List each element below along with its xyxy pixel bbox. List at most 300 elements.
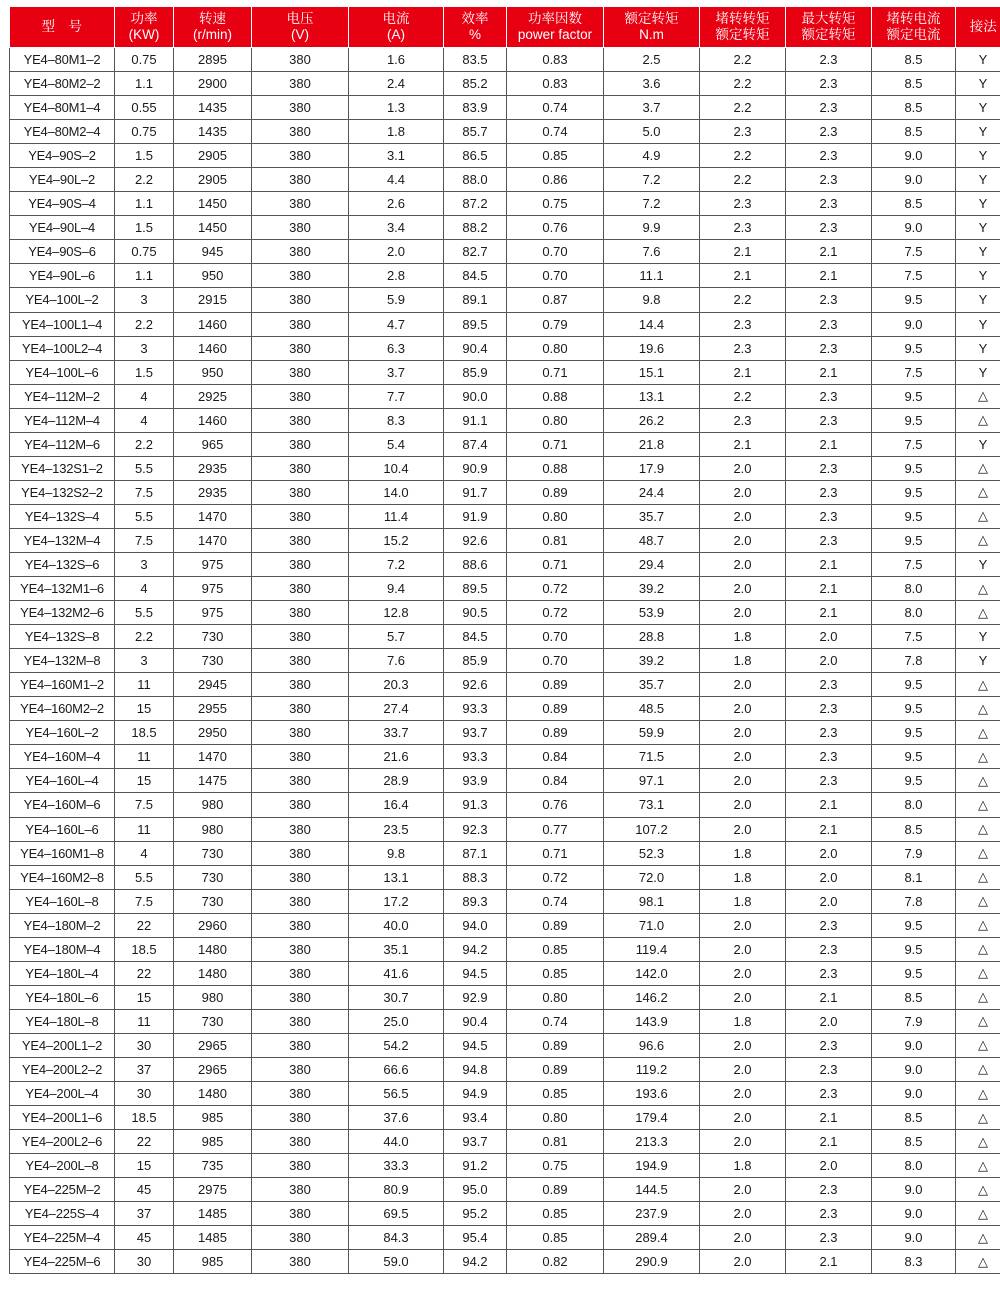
cell-locked-rotor-current-ratio: 8.3: [872, 1250, 956, 1274]
cell-power-factor: 0.70: [507, 625, 604, 649]
table-row: [10, 1009, 1000, 1033]
cell-speed: 985: [174, 1250, 252, 1274]
header-row: [10, 7, 1000, 48]
cell-rated-torque: 24.4: [604, 480, 700, 504]
cell-efficiency: 89.5: [444, 577, 507, 601]
cell-max-torque-ratio: 2.3: [786, 1082, 872, 1106]
cell-power-factor: 0.80: [507, 408, 604, 432]
cell-rated-torque: 3.7: [604, 96, 700, 120]
cell-rated-torque: 15.1: [604, 360, 700, 384]
cell-model: YE4–80M1–4: [10, 96, 115, 120]
cell-speed: 985: [174, 1106, 252, 1130]
cell-max-torque-ratio: 2.3: [786, 288, 872, 312]
cell-rated-torque: 193.6: [604, 1082, 700, 1106]
cell-power: 18.5: [115, 721, 174, 745]
cell-power: 15: [115, 1154, 174, 1178]
cell-max-torque-ratio: 2.3: [786, 144, 872, 168]
cell-connection: △: [956, 961, 1000, 985]
cell-model: YE4–225M–6: [10, 1250, 115, 1274]
cell-model: YE4–100L–6: [10, 360, 115, 384]
cell-efficiency: 94.2: [444, 937, 507, 961]
cell-power-factor: 0.85: [507, 144, 604, 168]
table-row: [10, 168, 1000, 192]
cell-max-torque-ratio: 2.1: [786, 360, 872, 384]
cell-locked-rotor-torque-ratio: 2.2: [700, 96, 786, 120]
cell-max-torque-ratio: 2.1: [786, 601, 872, 625]
cell-max-torque-ratio: 2.3: [786, 1057, 872, 1081]
cell-max-torque-ratio: 2.3: [786, 1202, 872, 1226]
cell-model: YE4–132M–4: [10, 528, 115, 552]
header-locked-rotor-current-ratio: 堵转电流 额定电流: [872, 7, 956, 48]
cell-locked-rotor-torque-ratio: 2.2: [700, 144, 786, 168]
table-row: [10, 769, 1000, 793]
cell-voltage: 380: [252, 552, 349, 576]
cell-power-factor: 0.76: [507, 793, 604, 817]
cell-power-factor: 0.84: [507, 745, 604, 769]
cell-connection: Y: [956, 48, 1000, 72]
cell-speed: 1460: [174, 336, 252, 360]
cell-rated-torque: 71.5: [604, 745, 700, 769]
cell-model: YE4–200L2–2: [10, 1057, 115, 1081]
cell-rated-torque: 142.0: [604, 961, 700, 985]
table-body: [10, 48, 1000, 1274]
cell-power: 18.5: [115, 937, 174, 961]
cell-speed: 1450: [174, 192, 252, 216]
cell-current: 7.6: [349, 649, 444, 673]
cell-locked-rotor-current-ratio: 9.5: [872, 384, 956, 408]
cell-power-factor: 0.76: [507, 216, 604, 240]
cell-speed: 1450: [174, 216, 252, 240]
table-row: [10, 601, 1000, 625]
table-row: [10, 336, 1000, 360]
cell-connection: Y: [956, 96, 1000, 120]
cell-rated-torque: 29.4: [604, 552, 700, 576]
cell-locked-rotor-torque-ratio: 2.2: [700, 168, 786, 192]
cell-efficiency: 90.0: [444, 384, 507, 408]
cell-model: YE4–200L1–2: [10, 1033, 115, 1057]
cell-connection: △: [956, 1130, 1000, 1154]
cell-speed: 2900: [174, 72, 252, 96]
cell-locked-rotor-torque-ratio: 2.2: [700, 72, 786, 96]
cell-connection: △: [956, 601, 1000, 625]
cell-locked-rotor-torque-ratio: 2.3: [700, 336, 786, 360]
cell-rated-torque: 5.0: [604, 120, 700, 144]
cell-rated-torque: 72.0: [604, 865, 700, 889]
cell-model: YE4–132M2–6: [10, 601, 115, 625]
cell-locked-rotor-current-ratio: 9.0: [872, 1202, 956, 1226]
cell-efficiency: 88.3: [444, 865, 507, 889]
cell-speed: 2905: [174, 144, 252, 168]
cell-voltage: 380: [252, 504, 349, 528]
table-row: [10, 72, 1000, 96]
cell-model: YE4–90L–6: [10, 264, 115, 288]
cell-efficiency: 85.9: [444, 360, 507, 384]
cell-current: 5.9: [349, 288, 444, 312]
cell-connection: △: [956, 408, 1000, 432]
cell-locked-rotor-torque-ratio: 2.0: [700, 793, 786, 817]
cell-power-factor: 0.81: [507, 1130, 604, 1154]
cell-speed: 2935: [174, 456, 252, 480]
cell-locked-rotor-current-ratio: 8.5: [872, 96, 956, 120]
cell-efficiency: 83.9: [444, 96, 507, 120]
cell-power: 11: [115, 673, 174, 697]
table-row: [10, 889, 1000, 913]
cell-current: 25.0: [349, 1009, 444, 1033]
cell-voltage: 380: [252, 1202, 349, 1226]
cell-connection: Y: [956, 552, 1000, 576]
cell-speed: 945: [174, 240, 252, 264]
cell-locked-rotor-current-ratio: 9.0: [872, 312, 956, 336]
cell-model: YE4–132S–6: [10, 552, 115, 576]
cell-max-torque-ratio: 2.0: [786, 1154, 872, 1178]
table-row: [10, 745, 1000, 769]
cell-efficiency: 84.5: [444, 625, 507, 649]
cell-current: 69.5: [349, 1202, 444, 1226]
cell-power-factor: 0.85: [507, 961, 604, 985]
cell-voltage: 380: [252, 432, 349, 456]
cell-rated-torque: 97.1: [604, 769, 700, 793]
table-row: [10, 384, 1000, 408]
cell-rated-torque: 71.0: [604, 913, 700, 937]
cell-locked-rotor-torque-ratio: 2.0: [700, 1250, 786, 1274]
cell-efficiency: 89.3: [444, 889, 507, 913]
table-row: [10, 96, 1000, 120]
cell-power-factor: 0.83: [507, 72, 604, 96]
cell-locked-rotor-torque-ratio: 2.0: [700, 456, 786, 480]
cell-efficiency: 85.7: [444, 120, 507, 144]
cell-current: 7.2: [349, 552, 444, 576]
cell-max-torque-ratio: 2.1: [786, 577, 872, 601]
cell-current: 4.4: [349, 168, 444, 192]
cell-voltage: 380: [252, 1057, 349, 1081]
cell-max-torque-ratio: 2.0: [786, 625, 872, 649]
cell-locked-rotor-torque-ratio: 2.0: [700, 1202, 786, 1226]
cell-connection: △: [956, 1033, 1000, 1057]
cell-power: 11: [115, 745, 174, 769]
cell-max-torque-ratio: 2.3: [786, 216, 872, 240]
cell-model: YE4–160M1–8: [10, 841, 115, 865]
cell-efficiency: 86.5: [444, 144, 507, 168]
cell-current: 33.3: [349, 1154, 444, 1178]
cell-speed: 2960: [174, 913, 252, 937]
cell-speed: 730: [174, 889, 252, 913]
cell-efficiency: 91.1: [444, 408, 507, 432]
cell-model: YE4–200L–8: [10, 1154, 115, 1178]
cell-connection: △: [956, 985, 1000, 1009]
cell-power-factor: 0.74: [507, 1009, 604, 1033]
cell-power: 3: [115, 649, 174, 673]
cell-power-factor: 0.86: [507, 168, 604, 192]
cell-power-factor: 0.89: [507, 673, 604, 697]
cell-current: 4.7: [349, 312, 444, 336]
cell-speed: 2965: [174, 1057, 252, 1081]
header-voltage: 电压 (V): [252, 7, 349, 48]
cell-locked-rotor-torque-ratio: 1.8: [700, 649, 786, 673]
cell-current: 84.3: [349, 1226, 444, 1250]
cell-efficiency: 88.6: [444, 552, 507, 576]
cell-connection: △: [956, 721, 1000, 745]
cell-speed: 735: [174, 1154, 252, 1178]
cell-current: 2.8: [349, 264, 444, 288]
cell-power-factor: 0.89: [507, 1178, 604, 1202]
cell-rated-torque: 59.9: [604, 721, 700, 745]
cell-efficiency: 94.9: [444, 1082, 507, 1106]
cell-current: 10.4: [349, 456, 444, 480]
cell-max-torque-ratio: 2.3: [786, 168, 872, 192]
table-row: [10, 985, 1000, 1009]
cell-locked-rotor-current-ratio: 8.5: [872, 120, 956, 144]
cell-efficiency: 93.7: [444, 1130, 507, 1154]
cell-locked-rotor-torque-ratio: 2.0: [700, 504, 786, 528]
cell-efficiency: 89.1: [444, 288, 507, 312]
cell-speed: 2905: [174, 168, 252, 192]
cell-efficiency: 93.7: [444, 721, 507, 745]
cell-locked-rotor-torque-ratio: 2.0: [700, 1033, 786, 1057]
cell-speed: 730: [174, 841, 252, 865]
cell-locked-rotor-torque-ratio: 2.3: [700, 408, 786, 432]
cell-locked-rotor-current-ratio: 8.5: [872, 985, 956, 1009]
cell-max-torque-ratio: 2.3: [786, 745, 872, 769]
cell-power-factor: 0.81: [507, 528, 604, 552]
table-row: [10, 216, 1000, 240]
cell-power-factor: 0.89: [507, 913, 604, 937]
cell-current: 7.7: [349, 384, 444, 408]
cell-power-factor: 0.89: [507, 697, 604, 721]
cell-power: 7.5: [115, 480, 174, 504]
cell-max-torque-ratio: 2.3: [786, 336, 872, 360]
cell-power: 0.75: [115, 240, 174, 264]
cell-locked-rotor-torque-ratio: 2.1: [700, 360, 786, 384]
cell-rated-torque: 35.7: [604, 504, 700, 528]
cell-power: 22: [115, 961, 174, 985]
cell-speed: 730: [174, 625, 252, 649]
cell-locked-rotor-torque-ratio: 2.0: [700, 577, 786, 601]
cell-rated-torque: 4.9: [604, 144, 700, 168]
cell-locked-rotor-torque-ratio: 2.0: [700, 1057, 786, 1081]
cell-speed: 965: [174, 432, 252, 456]
cell-current: 12.8: [349, 601, 444, 625]
table-row: [10, 288, 1000, 312]
cell-current: 5.7: [349, 625, 444, 649]
table-row: [10, 408, 1000, 432]
cell-efficiency: 90.5: [444, 601, 507, 625]
cell-power-factor: 0.70: [507, 264, 604, 288]
cell-locked-rotor-current-ratio: 9.5: [872, 721, 956, 745]
cell-power-factor: 0.74: [507, 96, 604, 120]
cell-connection: Y: [956, 649, 1000, 673]
cell-rated-torque: 48.7: [604, 528, 700, 552]
table-row: [10, 673, 1000, 697]
cell-power: 2.2: [115, 312, 174, 336]
cell-model: YE4–90S–4: [10, 192, 115, 216]
cell-rated-torque: 52.3: [604, 841, 700, 865]
cell-power-factor: 0.71: [507, 432, 604, 456]
cell-max-torque-ratio: 2.3: [786, 48, 872, 72]
cell-efficiency: 88.0: [444, 168, 507, 192]
cell-locked-rotor-torque-ratio: 2.0: [700, 480, 786, 504]
cell-speed: 2945: [174, 673, 252, 697]
cell-connection: Y: [956, 240, 1000, 264]
cell-model: YE4–90L–4: [10, 216, 115, 240]
cell-connection: Y: [956, 72, 1000, 96]
cell-voltage: 380: [252, 144, 349, 168]
cell-current: 14.0: [349, 480, 444, 504]
cell-efficiency: 87.1: [444, 841, 507, 865]
cell-connection: △: [956, 937, 1000, 961]
spec-table-container: [9, 7, 997, 1274]
cell-power: 15: [115, 985, 174, 1009]
cell-locked-rotor-torque-ratio: 2.0: [700, 817, 786, 841]
cell-connection: △: [956, 841, 1000, 865]
cell-connection: △: [956, 1226, 1000, 1250]
cell-power: 45: [115, 1226, 174, 1250]
cell-efficiency: 91.3: [444, 793, 507, 817]
table-row: [10, 432, 1000, 456]
cell-connection: Y: [956, 168, 1000, 192]
cell-speed: 975: [174, 577, 252, 601]
cell-locked-rotor-current-ratio: 8.1: [872, 865, 956, 889]
cell-model: YE4–160L–2: [10, 721, 115, 745]
cell-max-torque-ratio: 2.1: [786, 552, 872, 576]
cell-power-factor: 0.89: [507, 1057, 604, 1081]
cell-max-torque-ratio: 2.3: [786, 937, 872, 961]
cell-voltage: 380: [252, 336, 349, 360]
cell-max-torque-ratio: 2.0: [786, 841, 872, 865]
cell-efficiency: 90.4: [444, 336, 507, 360]
cell-current: 3.7: [349, 360, 444, 384]
cell-locked-rotor-current-ratio: 9.5: [872, 456, 956, 480]
table-row: [10, 793, 1000, 817]
cell-max-torque-ratio: 2.1: [786, 432, 872, 456]
cell-power-factor: 0.70: [507, 649, 604, 673]
cell-model: YE4–132S1–2: [10, 456, 115, 480]
header-power: 功率 (KW): [115, 7, 174, 48]
table-row: [10, 456, 1000, 480]
cell-efficiency: 95.2: [444, 1202, 507, 1226]
cell-voltage: 380: [252, 577, 349, 601]
cell-current: 3.1: [349, 144, 444, 168]
cell-rated-torque: 237.9: [604, 1202, 700, 1226]
cell-speed: 730: [174, 865, 252, 889]
cell-voltage: 380: [252, 456, 349, 480]
cell-locked-rotor-torque-ratio: 2.2: [700, 384, 786, 408]
cell-connection: △: [956, 1057, 1000, 1081]
cell-voltage: 380: [252, 360, 349, 384]
cell-current: 3.4: [349, 216, 444, 240]
cell-power-factor: 0.75: [507, 192, 604, 216]
cell-max-torque-ratio: 2.3: [786, 504, 872, 528]
cell-rated-torque: 17.9: [604, 456, 700, 480]
cell-max-torque-ratio: 2.0: [786, 889, 872, 913]
cell-locked-rotor-current-ratio: 9.5: [872, 673, 956, 697]
cell-max-torque-ratio: 2.0: [786, 865, 872, 889]
cell-speed: 1480: [174, 937, 252, 961]
cell-current: 13.1: [349, 865, 444, 889]
cell-power: 1.1: [115, 72, 174, 96]
cell-voltage: 380: [252, 312, 349, 336]
cell-voltage: 380: [252, 1009, 349, 1033]
cell-power: 5.5: [115, 865, 174, 889]
table-row: [10, 552, 1000, 576]
cell-power: 30: [115, 1250, 174, 1274]
cell-locked-rotor-torque-ratio: 2.2: [700, 48, 786, 72]
cell-locked-rotor-current-ratio: 9.5: [872, 745, 956, 769]
cell-connection: △: [956, 1154, 1000, 1178]
cell-model: YE4–200L2–6: [10, 1130, 115, 1154]
table-row: [10, 913, 1000, 937]
cell-connection: Y: [956, 360, 1000, 384]
cell-locked-rotor-current-ratio: 7.8: [872, 889, 956, 913]
table-row: [10, 120, 1000, 144]
cell-power-factor: 0.88: [507, 384, 604, 408]
cell-current: 37.6: [349, 1106, 444, 1130]
table-row: [10, 1057, 1000, 1081]
cell-connection: Y: [956, 144, 1000, 168]
cell-locked-rotor-current-ratio: 8.5: [872, 48, 956, 72]
cell-model: YE4–90L–2: [10, 168, 115, 192]
cell-max-torque-ratio: 2.1: [786, 240, 872, 264]
table-row: [10, 1202, 1000, 1226]
cell-power-factor: 0.71: [507, 360, 604, 384]
cell-power: 1.5: [115, 144, 174, 168]
cell-power: 2.2: [115, 625, 174, 649]
cell-model: YE4–160L–8: [10, 889, 115, 913]
cell-model: YE4–180M–4: [10, 937, 115, 961]
cell-power: 2.2: [115, 432, 174, 456]
cell-max-torque-ratio: 2.3: [786, 528, 872, 552]
cell-speed: 1435: [174, 120, 252, 144]
cell-efficiency: 92.9: [444, 985, 507, 1009]
cell-locked-rotor-torque-ratio: 2.1: [700, 240, 786, 264]
cell-locked-rotor-torque-ratio: 2.0: [700, 552, 786, 576]
table-row: [10, 697, 1000, 721]
cell-speed: 2965: [174, 1033, 252, 1057]
cell-current: 80.9: [349, 1178, 444, 1202]
header-speed: 转速 (r/min): [174, 7, 252, 48]
cell-locked-rotor-torque-ratio: 1.8: [700, 889, 786, 913]
cell-efficiency: 90.9: [444, 456, 507, 480]
cell-connection: △: [956, 504, 1000, 528]
cell-power: 30: [115, 1082, 174, 1106]
cell-max-torque-ratio: 2.3: [786, 480, 872, 504]
cell-power-factor: 0.74: [507, 120, 604, 144]
cell-voltage: 380: [252, 817, 349, 841]
cell-power: 11: [115, 817, 174, 841]
cell-speed: 985: [174, 1130, 252, 1154]
cell-power: 30: [115, 1033, 174, 1057]
cell-connection: △: [956, 384, 1000, 408]
cell-max-torque-ratio: 2.1: [786, 1130, 872, 1154]
cell-power-factor: 0.72: [507, 601, 604, 625]
table-row: [10, 1154, 1000, 1178]
cell-rated-torque: 7.6: [604, 240, 700, 264]
cell-locked-rotor-current-ratio: 9.5: [872, 961, 956, 985]
cell-model: YE4–225S–4: [10, 1202, 115, 1226]
cell-rated-torque: 53.9: [604, 601, 700, 625]
cell-connection: △: [956, 865, 1000, 889]
cell-voltage: 380: [252, 961, 349, 985]
cell-speed: 730: [174, 1009, 252, 1033]
cell-efficiency: 82.7: [444, 240, 507, 264]
cell-power: 45: [115, 1178, 174, 1202]
table-row: [10, 144, 1000, 168]
cell-max-torque-ratio: 2.3: [786, 1033, 872, 1057]
cell-locked-rotor-torque-ratio: 2.0: [700, 697, 786, 721]
header-power-factor: 功率因数 power factor: [507, 7, 604, 48]
cell-power-factor: 0.80: [507, 504, 604, 528]
cell-power-factor: 0.89: [507, 480, 604, 504]
cell-connection: △: [956, 480, 1000, 504]
